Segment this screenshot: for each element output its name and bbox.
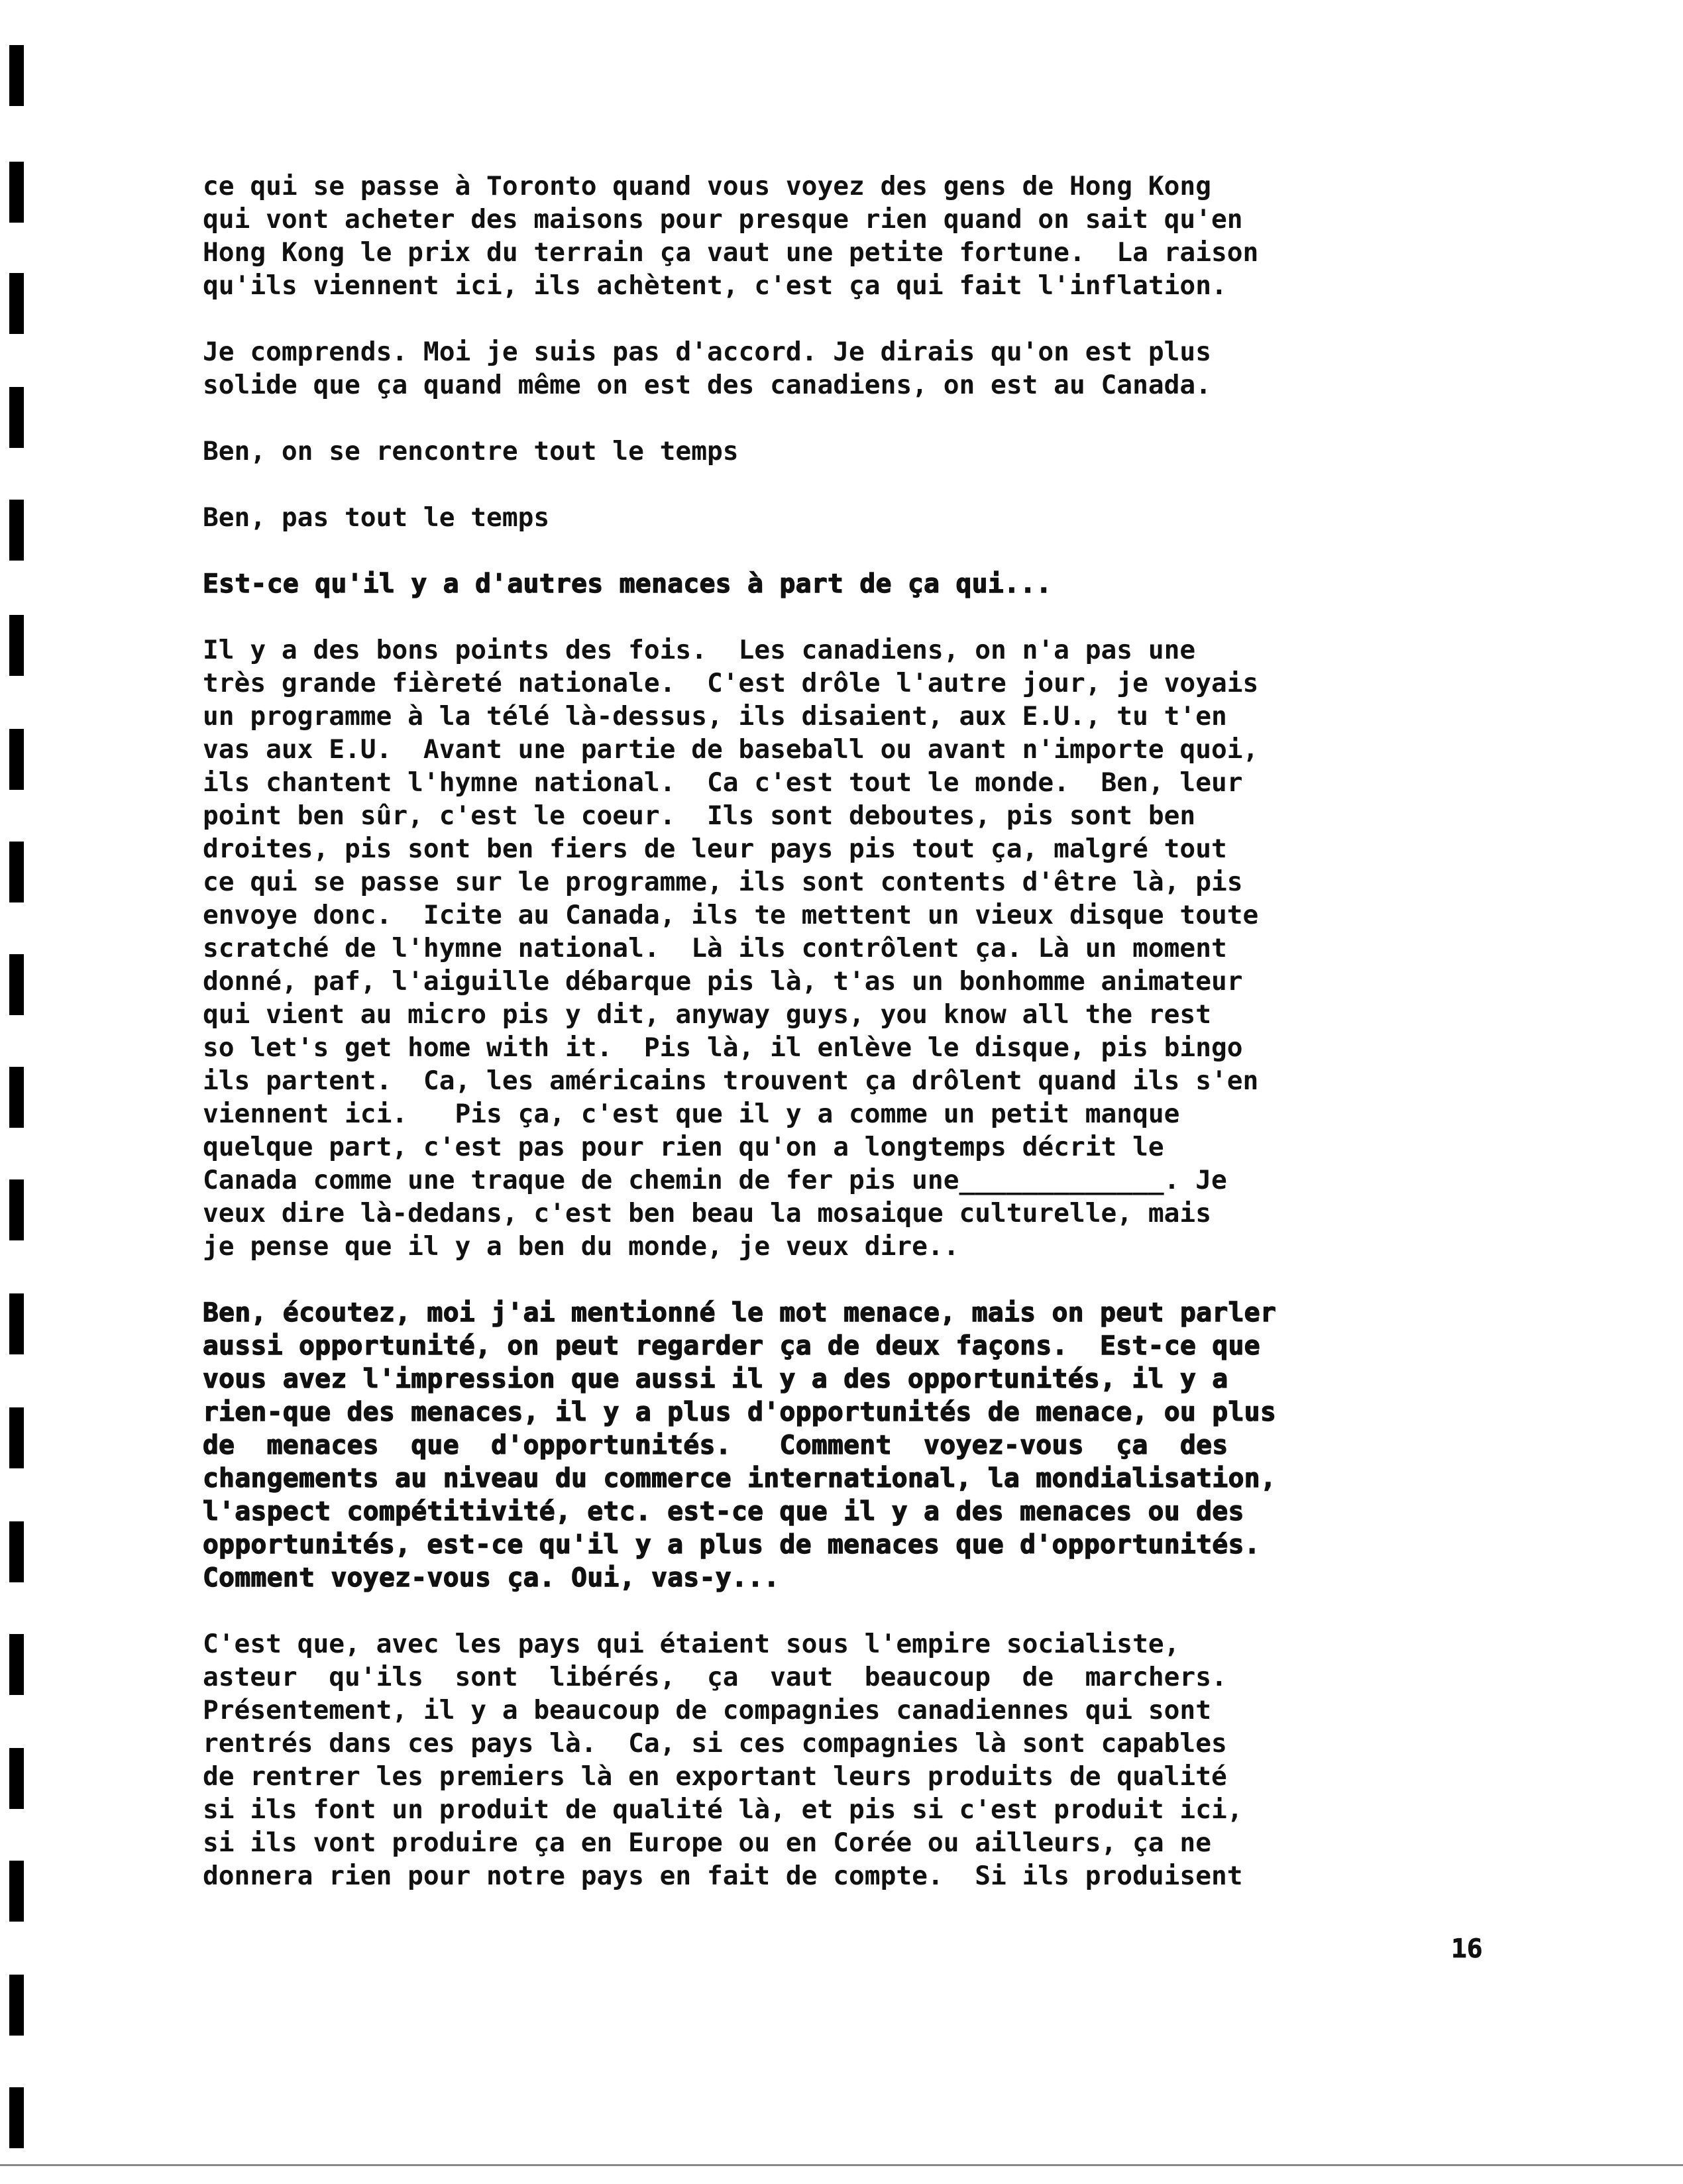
binding-mark: [9, 1179, 24, 1240]
binding-mark: [9, 842, 24, 902]
binding-mark: [9, 1521, 24, 1582]
text-line: Comment voyez-vous ça. Oui, vas-y...: [203, 1562, 780, 1593]
text-line: rentrés dans ces pays là. Ca, si ces compagnies là sont capables: [203, 1728, 1227, 1759]
text-line: qu'ils viennent ici, ils achètent, c'est ça qui fait l'inflation.: [203, 270, 1227, 301]
text-line: so let's get home with it. Pis là, il enlève le disque, pis bingo: [203, 1032, 1243, 1063]
text-line: qui vont acheter des maisons pour presque rien quand on sait qu'en: [203, 204, 1243, 235]
text-line: aussi opportunité, on peut regarder ça de deux façons. Est-ce que: [203, 1331, 1260, 1361]
respondent-answer: [203, 435, 1501, 468]
bottom-rule: [0, 2164, 1683, 2166]
text-line: si ils vont produire ça en Europe ou en Corée ou ailleurs, ça ne: [203, 1828, 1211, 1858]
text-line: Hong Kong le prix du terrain ça vaut une petite fortune. La raison: [203, 237, 1259, 268]
text-line: changements au niveau du commerce international, la mondialisation,: [203, 1463, 1277, 1494]
binding-mark: [9, 1067, 24, 1128]
binding-mark: [9, 1634, 24, 1695]
binding-mark: [9, 1407, 24, 1468]
binding-mark: [9, 273, 24, 334]
text-line: solide que ça quand même on est des canadiens, on est au Canada.: [203, 370, 1211, 400]
binding-mark: [9, 729, 24, 790]
binding-mark: [9, 162, 24, 223]
text-line: je pense que il y a ben du monde, je veux dire..: [203, 1231, 959, 1262]
text-line: un programme à la télé là-dessus, ils disaient, aux E.U., tu t'en: [203, 701, 1227, 732]
text-line: très grande fièreté nationale. C'est drôle l'autre jour, je voyais: [203, 668, 1259, 698]
respondent-answer: [203, 335, 1501, 402]
text-line: qui vient au micro pis y dit, anyway guys, you know all the rest: [203, 999, 1211, 1030]
text-line: Ben, on se rencontre tout le temps: [203, 436, 739, 466]
binding-marks: [9, 0, 25, 2184]
text-line: Ben, pas tout le temps: [203, 502, 550, 533]
text-line: Ben, écoutez, moi j'ai mentionné le mot menace, mais on peut parler: [203, 1297, 1277, 1328]
respondent-answer: [203, 633, 1501, 1263]
text-line: asteur qu'ils sont libérés, ça vaut beaucoup de marchers.: [203, 1662, 1227, 1692]
binding-mark: [9, 500, 24, 561]
text-line: envoye donc. Icite au Canada, ils te mettent un vieux disque toute: [203, 900, 1259, 930]
page-number: 16: [1451, 1934, 1483, 1964]
interviewer-question: [203, 567, 1501, 600]
text-line: viennent ici. Pis ça, c'est que il y a comme un petit manque: [203, 1099, 1180, 1129]
text-line: ils chantent l'hymne national. Ca c'est tout le monde. Ben, leur: [203, 767, 1243, 798]
text-line: donné, paf, l'aiguille débarque pis là, t'as un bonhomme animateur: [203, 966, 1243, 997]
respondent-answer: [203, 501, 1501, 534]
text-line: droites, pis sont ben fiers de leur pays pis tout ça, malgré tout: [203, 834, 1227, 864]
text-line: donnera rien pour notre pays en fait de compte. Si ils produisent: [203, 1861, 1243, 1891]
respondent-answer: [203, 1627, 1501, 1892]
binding-mark: [9, 1748, 24, 1809]
transcript-body: [203, 170, 1501, 1926]
text-line: ce qui se passe sur le programme, ils sont contents d'être là, pis: [203, 867, 1243, 897]
text-line: rien-que des menaces, il y a plus d'opportunités de menace, ou plus: [203, 1397, 1277, 1427]
text-line: veux dire là-dedans, c'est ben beau la mosaique culturelle, mais: [203, 1198, 1211, 1228]
text-line: scratché de l'hymne national. Là ils contrôlent ça. Là un moment: [203, 933, 1227, 963]
text-line: vas aux E.U. Avant une partie de baseball ou avant n'importe quoi,: [203, 734, 1259, 765]
binding-mark: [9, 1975, 24, 2036]
respondent-answer: [203, 170, 1501, 302]
text-line: de rentrer les premiers là en exportant leurs produits de qualité: [203, 1761, 1227, 1792]
text-line: quelque part, c'est pas pour rien qu'on a longtemps décrit le: [203, 1132, 1164, 1162]
binding-mark: [9, 2087, 24, 2148]
binding-mark: [9, 1861, 24, 1922]
text-line: Présentement, il y a beaucoup de compagnies canadiennes qui sont: [203, 1695, 1211, 1725]
text-line: de menaces que d'opportunités. Comment voyez-vous ça des: [203, 1430, 1228, 1460]
text-line: vous avez l'impression que aussi il y a des opportunités, il y a: [203, 1364, 1228, 1394]
binding-mark: [9, 954, 24, 1015]
text-line: ce qui se passe à Toronto quand vous voyez des gens de Hong Kong: [203, 171, 1211, 201]
text-line: l'aspect compétitivité, etc. est-ce que il y a des menaces ou des: [203, 1496, 1244, 1527]
binding-mark: [9, 387, 24, 448]
text-line: Je comprends. Moi je suis pas d'accord. Je dirais qu'on est plus: [203, 337, 1211, 367]
text-line: Il y a des bons points des fois. Les canadiens, on n'a pas une: [203, 635, 1196, 665]
binding-mark: [9, 615, 24, 676]
binding-mark: [9, 45, 24, 106]
interviewer-question: [203, 1296, 1501, 1594]
text-line: Est-ce qu'il y a d'autres menaces à part de ça qui...: [203, 569, 1052, 599]
text-line: ils partent. Ca, les américains trouvent ça drôlent quand ils s'en: [203, 1065, 1259, 1096]
text-line: point ben sûr, c'est le coeur. Ils sont deboutes, pis sont ben: [203, 800, 1196, 831]
text-line: opportunités, est-ce qu'il y a plus de menaces que d'opportunités.: [203, 1529, 1260, 1560]
binding-mark: [9, 1293, 24, 1354]
text-line: C'est que, avec les pays qui étaient sous l'empire socialiste,: [203, 1629, 1180, 1659]
text-line: Canada comme une traque de chemin de fer pis une_____________. Je: [203, 1165, 1227, 1195]
text-line: si ils font un produit de qualité là, et pis si c'est produit ici,: [203, 1794, 1243, 1825]
